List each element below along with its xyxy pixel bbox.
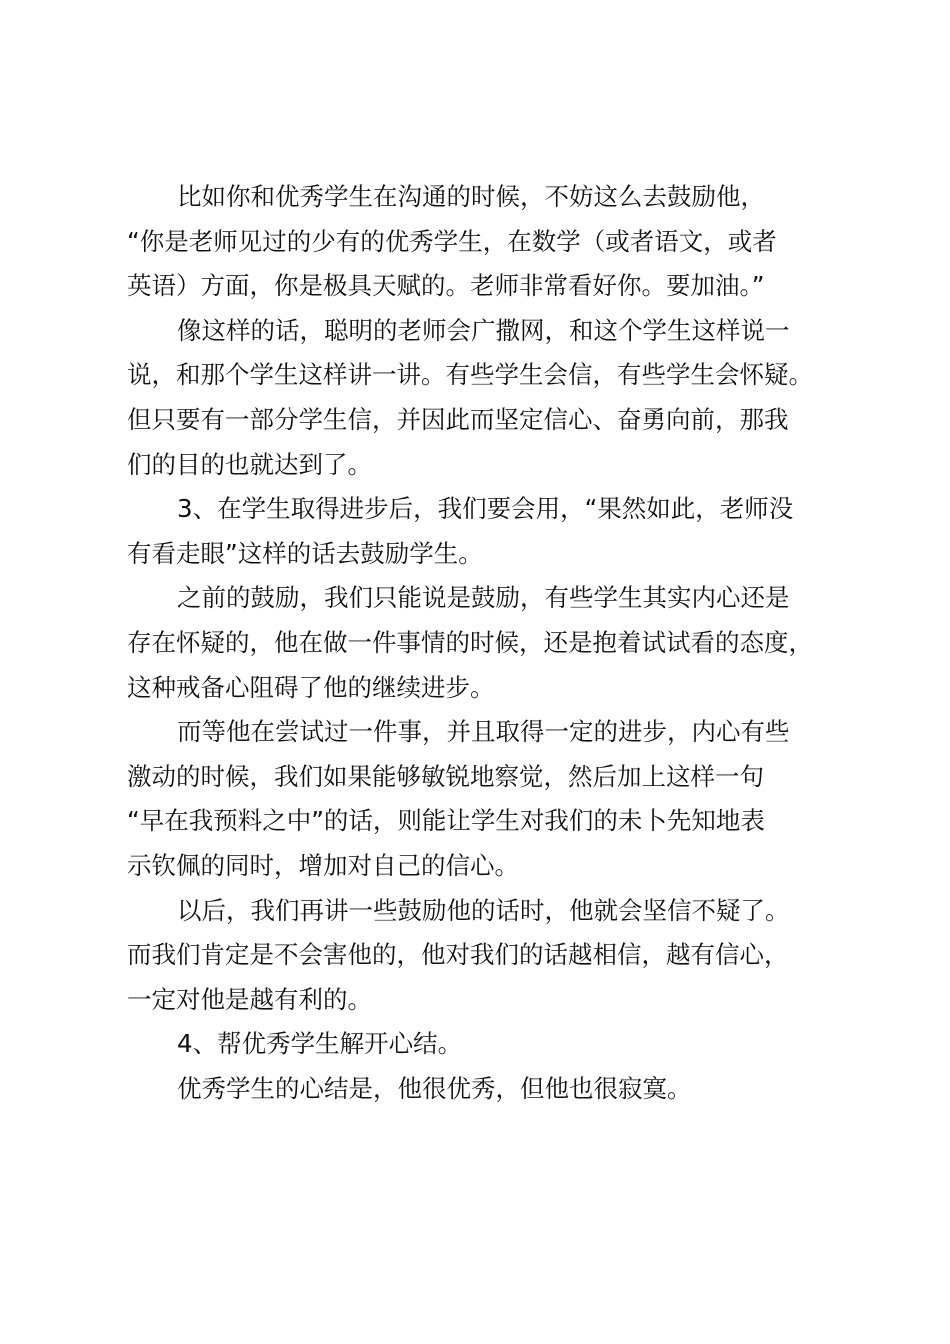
text-line: 英语）方面，你是极具天赋的。老师非常看好你。要加油。” bbox=[127, 271, 765, 301]
text-line: 优秀学生的心结是，他很优秀，但他也很寂寞。 bbox=[177, 1073, 692, 1103]
text-line: 说，和那个学生这样讲一讲。有些学生会信，有些学生会怀疑。 bbox=[127, 360, 813, 390]
paragraph-2 bbox=[127, 309, 837, 487]
text-line: 一定对他是越有利的。 bbox=[127, 984, 372, 1014]
text-line: 比如你和优秀学生在沟通的时候，不妨这么去鼓励他， bbox=[177, 182, 765, 211]
text-line: 激动的时候，我们如果能够敏锐地察觉，然后加上这样一句 bbox=[127, 761, 764, 791]
text-line: “你是老师见过的少有的优秀学生，在数学（或者语文，或者 bbox=[127, 226, 777, 256]
text-line: 有看走眼”这样的话去鼓励学生。 bbox=[127, 538, 483, 568]
paragraph-4 bbox=[127, 576, 837, 710]
paragraph-3 bbox=[127, 487, 837, 576]
document-page bbox=[127, 175, 837, 1111]
text-line: “早在我预料之中”的话，则能让学生对我们的未卜先知地表 bbox=[127, 806, 765, 836]
section-heading: 4、帮优秀学生解开心结。 bbox=[177, 1029, 463, 1059]
text-line: 以后，我们再讲一些鼓励他的话时，他就会坚信不疑了。 bbox=[177, 895, 790, 925]
text-line: 这种戒备心阻碍了他的继续进步。 bbox=[127, 672, 495, 702]
paragraph-7-heading bbox=[127, 1022, 837, 1067]
text-line: 之前的鼓励，我们只能说是鼓励，有些学生其实内心还是 bbox=[177, 583, 790, 613]
paragraph-6 bbox=[127, 889, 837, 1023]
text-line: 但只要有一部分学生信，并因此而坚定信心、奋勇向前，那我 bbox=[127, 404, 789, 434]
text-line: 们的目的也就达到了。 bbox=[127, 449, 372, 479]
text-line: 而等他在尝试过一件事，并且取得一定的进步，内心有些 bbox=[177, 717, 790, 747]
paragraph-1 bbox=[127, 175, 837, 309]
text-line: 而我们肯定是不会害他的，他对我们的话越相信，越有信心， bbox=[127, 940, 789, 970]
text-line: 示钦佩的同时，增加对自己的信心。 bbox=[127, 850, 519, 880]
text-line: 存在怀疑的，他在做一件事情的时候，还是抱着试试看的态度， bbox=[127, 627, 813, 657]
paragraph-8 bbox=[127, 1067, 837, 1112]
text-line: 像这样的话，聪明的老师会广撒网，和这个学生这样说一 bbox=[177, 315, 790, 345]
text-line: 3、在学生取得进步后，我们要会用，“果然如此，老师没 bbox=[177, 494, 794, 524]
paragraph-5 bbox=[127, 710, 837, 888]
